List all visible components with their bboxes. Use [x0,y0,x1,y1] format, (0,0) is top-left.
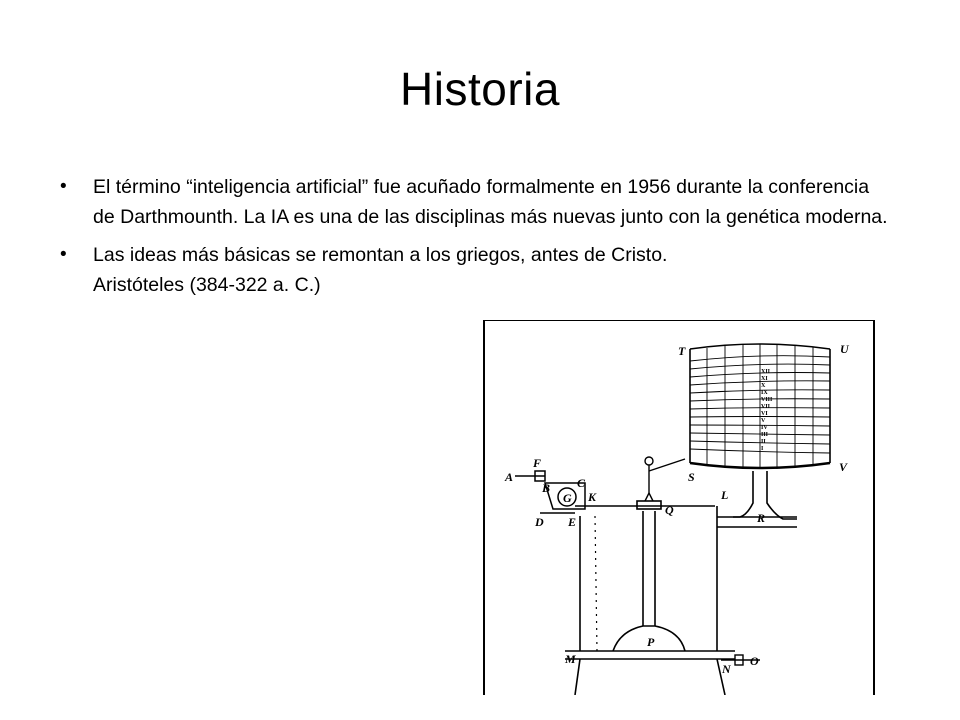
svg-text:XI: XI [761,376,768,382]
svg-text:U: U [840,342,849,356]
bullet-text: El término “inteligencia artificial” fue acuñado formalmente en 1956 durante la conferencia de Darthmounth. La IA es una de las disciplinas más nuevas junto con la genética moderna. [93,176,888,228]
bullet-item [58,240,743,300]
water-drip [595,516,597,651]
svg-text:R: R [757,511,766,525]
bullet-item [58,172,888,232]
pointer-figure [645,457,685,501]
svg-text:B: B [542,481,551,495]
drum-hour-lines [690,344,830,469]
svg-text:VI: VI [761,411,768,417]
bullet-list [58,172,888,308]
svg-text:S: S [688,470,695,484]
slide-title: Historia [400,63,560,115]
svg-text:I: I [761,446,764,452]
svg-text:K: K [588,490,597,504]
svg-text:Q: Q [665,503,674,517]
clepsydra-drawing [485,321,873,695]
float-column [613,501,685,651]
svg-text:E: E [568,515,577,529]
svg-text:IV: IV [761,425,768,431]
svg-text:N: N [722,662,731,676]
svg-text:G: G [563,491,572,505]
svg-text:XII: XII [761,369,771,375]
svg-text:F: F [533,456,542,470]
svg-text:V: V [761,418,766,424]
svg-text:P: P [647,635,655,649]
bullet-marker: • [60,176,67,197]
svg-text:III: III [761,432,769,438]
water-tank [565,506,735,695]
water-clock-diagram [483,320,875,695]
svg-text:O: O [750,654,759,668]
svg-text:II: II [761,439,766,445]
svg-text:VIII: VIII [761,397,773,403]
bullet-marker: • [60,244,67,265]
svg-text:T: T [678,344,686,358]
svg-text:C: C [577,476,586,490]
svg-text:D: D [535,515,544,529]
svg-text:IX: IX [761,390,768,396]
svg-text:VII: VII [761,404,771,410]
svg-text:X: X [761,383,766,389]
svg-text:A: A [505,470,514,484]
svg-text:M: M [565,652,576,666]
svg-text:L: L [721,488,729,502]
bullet-text: Las ideas más básicas se remontan a los griegos, antes de Cristo. Aristóteles (384-322 a. C.) [93,244,668,296]
svg-text:V: V [839,460,848,474]
